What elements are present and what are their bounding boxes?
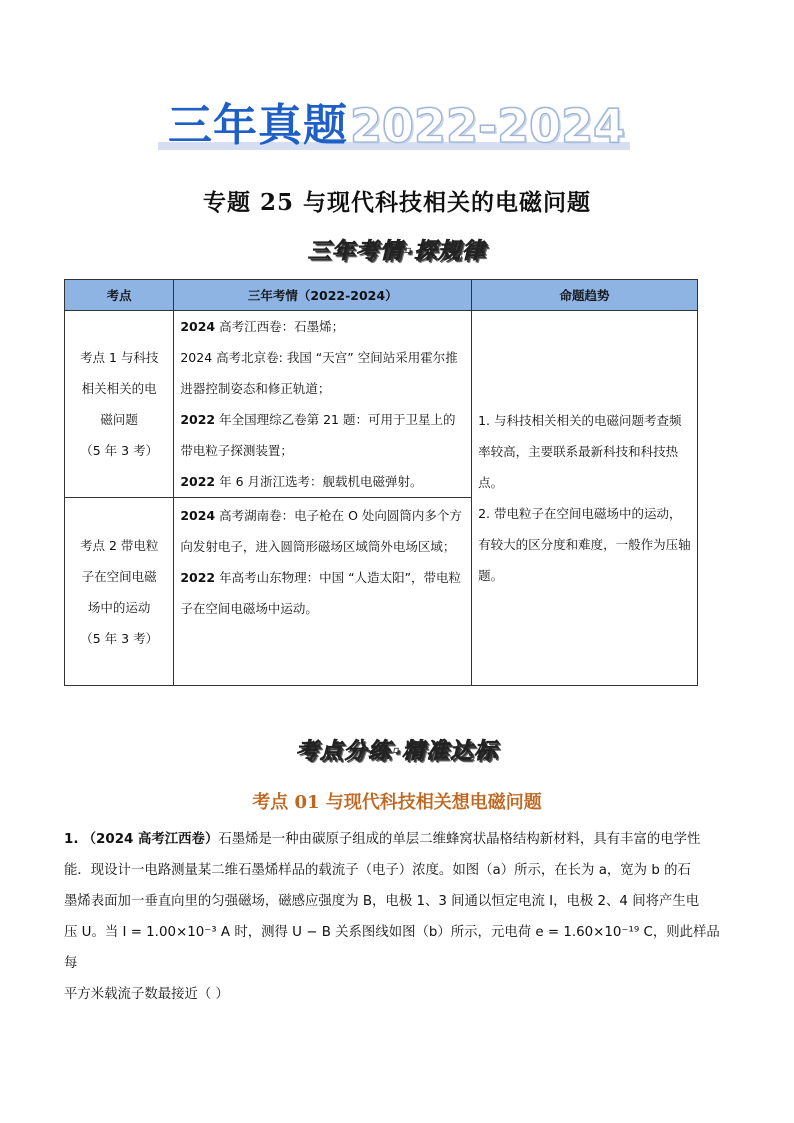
header-banner — [0, 98, 794, 158]
section-banner-trends: 三年考情·探规律 — [307, 239, 487, 264]
history-cell-2 — [174, 498, 472, 686]
section-banner-practice: 考点分练·精准达标 — [295, 739, 499, 764]
question-text: 石墨烯是一种由碳原子组成的单层二维蜂窝状晶格结构新材料，具有丰富的电学性 — [218, 832, 701, 847]
item-year: 2022 — [180, 570, 216, 585]
item-text: 2024 高考北京卷: 我国 “天宫” 空间站采用霍尔推进器控制姿态和修正轨道； — [180, 350, 458, 396]
kp-line: 子在空间电磁 — [81, 568, 157, 584]
question-line: 能．现设计一电路测量某二维石墨烯样品的载流子（电子）浓度。如图（a）所示，在长为 a，宽为 b 的石 — [64, 863, 691, 878]
question-1 — [64, 824, 730, 1010]
kp-line: 场中的运动 — [87, 599, 151, 615]
item-text: 年高考山东物理：中国 “人造太阳”，带电粒子在空间电磁场中运动。 — [180, 570, 462, 616]
history-item — [180, 404, 465, 466]
banner-years: 2022-2024 — [350, 99, 626, 153]
history-item — [180, 500, 465, 562]
topic-title: 专题 25 与现代科技相关的电磁问题 — [202, 189, 592, 216]
banner-title: 三年真题 — [168, 100, 348, 151]
header-history: 三年考情（2022-2024） — [174, 280, 472, 311]
question-source: （2024 高考江西卷） — [82, 832, 219, 847]
table-row — [65, 311, 698, 498]
history-cell-1 — [174, 311, 472, 498]
question-line: 墨烯表面加一垂直向里的匀强磁场，磁感应强度为 B，电极 1、3 间通以恒定电流 I，电极 2、4 间将产生电 — [64, 894, 700, 909]
header-kp: 考点 — [65, 280, 174, 311]
item-text: 高考江西卷：石墨烯； — [215, 319, 345, 334]
kp-line: （5 年 3 考） — [80, 630, 159, 646]
item-text: 年全国理综乙卷第 21 题：可用于卫星上的带电粒子探测装置； — [180, 412, 456, 458]
kp-line: 相关相关的电 — [81, 381, 157, 396]
item-year: 2024 — [180, 319, 216, 334]
item-text: 高考湖南卷：电子枪在 O 处向圆筒内多个方向发射电子，进入圆筒形磁场区域筒外电场区域； — [180, 508, 462, 554]
kp-line: 考点 1 与科技 — [79, 350, 159, 365]
kp-line: （5 年 3 考） — [80, 443, 159, 458]
question-number: 1. — [64, 832, 79, 847]
trend-cell — [472, 311, 698, 686]
table-header-row — [65, 280, 698, 311]
item-year: 2022 — [180, 412, 216, 427]
history-item — [180, 466, 465, 497]
header-trend: 命题趋势 — [472, 280, 698, 311]
question-line — [64, 824, 730, 855]
kp-cell-1 — [65, 311, 174, 498]
exam-analysis-table — [64, 279, 698, 686]
item-year: 2022 — [180, 474, 216, 489]
trend-item: 2. 带电粒子在空间电磁场中的运动，有较大的区分度和难度，一般作为压轴题。 — [478, 506, 691, 583]
history-item — [180, 562, 465, 624]
trend-item: 1. 与科技相关相关的电磁问题考查频率较高，主要联系最新科技和科技热点。 — [478, 413, 682, 490]
history-item — [180, 311, 465, 342]
kp-cell-2 — [65, 498, 174, 686]
kp-line: 考点 2 带电粒 — [79, 537, 159, 553]
question-line: 平方米载流子数最接近（ ） — [64, 987, 229, 1002]
question-line: 压 U。当 I = 1.00×10⁻³ A 时，测得 U − B 关系图线如图（b）所示，元电荷 e = 1.60×10⁻¹⁹ C，则此样品每 — [64, 925, 720, 971]
knowledge-point-heading: 考点 01 与现代科技相关想电磁问题 — [252, 792, 542, 813]
item-year: 2024 — [180, 508, 216, 523]
item-text: 年 6 月浙江选考：舰载机电磁弹射。 — [215, 474, 423, 489]
kp-line: 磁问题 — [100, 412, 138, 427]
history-item — [180, 342, 465, 404]
